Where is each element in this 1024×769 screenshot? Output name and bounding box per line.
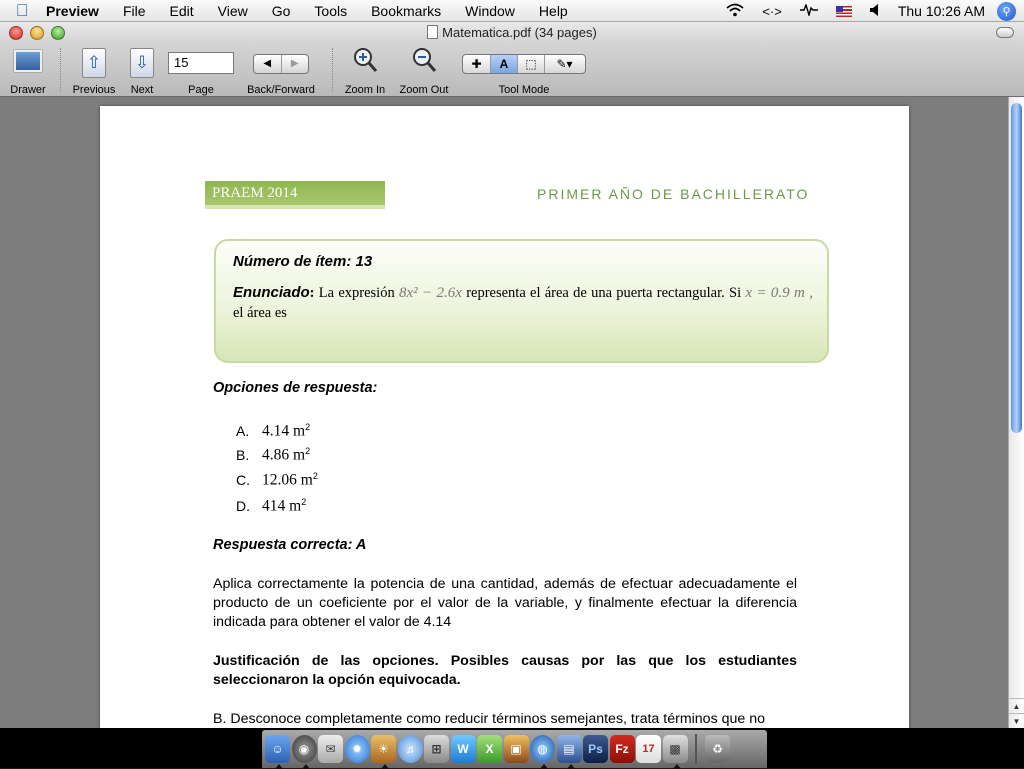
explanation-paragraph: Aplica correctamente la potencia de una cantidad, además de efectuar adecuadamente el producto de un coeficiente por el valor de la variable, y finalmente efectuar la diferencia indicada para obtener el valor de 4.14 — [213, 576, 797, 630]
justification-heading: Justificación de las opciones. Posibles causas por las que los estudiantes seleccionaron la opción equivocada. — [213, 653, 797, 688]
option-exponent: 2 — [305, 422, 311, 432]
script-menu-icon[interactable]: <·> — [762, 3, 782, 19]
tool-mode-control — [462, 44, 586, 96]
zoom-in-icon — [338, 46, 392, 80]
menu-app-preview[interactable]: Preview — [46, 2, 99, 19]
arrow-down-icon: ⇩ — [130, 48, 154, 78]
scroll-thumb[interactable] — [1011, 103, 1022, 433]
tool-mode-label: Tool Mode — [498, 84, 550, 96]
header-grade: PRIMER AÑO DE BACHILLERATO — [537, 186, 810, 202]
option-value: 414 m — [262, 497, 302, 515]
filezilla-icon[interactable]: Fz — [610, 735, 635, 763]
enunciado-text-2: representa el área de una puerta rectangular. Si — [466, 285, 742, 301]
back-button[interactable]: ◀ — [254, 55, 282, 73]
dashboard-icon[interactable]: ◉ — [292, 735, 317, 763]
menu-help[interactable]: Help — [538, 2, 568, 19]
input-menu-flag-icon[interactable] — [827, 6, 861, 17]
volume-icon[interactable] — [861, 4, 889, 19]
mail-icon[interactable]: ✉ — [318, 735, 343, 763]
option-a — [236, 422, 310, 441]
item-number: Número de ítem: 13 — [233, 253, 373, 270]
forward-button[interactable]: ▶ — [290, 58, 299, 69]
menu-bar — [0, 0, 1024, 22]
vertical-scrollbar[interactable] — [1008, 97, 1024, 728]
previous-label: Previous — [72, 84, 116, 96]
enunciado-text-3: el área es — [233, 305, 287, 321]
safari-icon[interactable]: ✹ — [345, 735, 370, 763]
zoom-in-label: Zoom In — [344, 84, 386, 96]
drawer-label: Drawer — [10, 84, 46, 96]
enunciado: Enunciado: La expresión 8x² − 2.6x representa el área de una puerta rectangular. Si x = 0.9 m , el área es — [233, 284, 814, 321]
iphoto-icon[interactable]: ☀ — [371, 735, 396, 763]
option-exponent: 2 — [312, 471, 318, 481]
option-key: C. — [236, 471, 250, 488]
documents-icon[interactable]: ▤ — [557, 735, 582, 763]
next-label: Next — [130, 84, 154, 96]
item-box — [214, 239, 829, 363]
enunciado-expression: 8x² − 2.6x — [398, 285, 462, 301]
wifi-icon[interactable] — [717, 3, 753, 20]
enunciado-x-value: x = 0.9 m , — [745, 285, 814, 301]
clock[interactable]: Thu 10:26 AM — [897, 3, 985, 19]
page-number-input[interactable]: 15 — [168, 52, 234, 74]
toolbar-toggle-button[interactable] — [996, 27, 1014, 38]
enunciado-text-1: La expresión — [318, 285, 395, 301]
sync-icon[interactable] — [791, 4, 827, 19]
move-tool-icon[interactable]: ✚ — [471, 57, 482, 71]
menu-view[interactable]: View — [217, 2, 248, 19]
dock-separator — [695, 734, 697, 764]
option-value: 12.06 m — [262, 471, 313, 489]
option-b — [236, 446, 310, 465]
menu-tools[interactable]: Tools — [314, 2, 348, 19]
option-d — [236, 497, 306, 516]
window-title — [0, 25, 1024, 40]
menu-window[interactable]: Window — [465, 2, 515, 19]
toolbar-separator — [60, 48, 61, 92]
preview-app-icon[interactable]: ▩ — [663, 735, 688, 763]
document-view[interactable] — [0, 97, 1008, 728]
pdf-document-icon — [427, 25, 438, 39]
option-value: 4.86 m — [262, 446, 306, 464]
select-tool-icon[interactable]: ⬚ — [517, 55, 544, 73]
network-globe-icon[interactable]: ◍ — [530, 735, 555, 763]
toolbar — [0, 44, 1024, 97]
toolbar-separator — [332, 48, 333, 92]
excel-icon[interactable]: X — [477, 735, 502, 763]
pdf-page — [100, 106, 909, 728]
trash-icon[interactable]: ♻ — [705, 735, 730, 763]
spotlight-icon[interactable]: ⚲ — [997, 2, 1016, 21]
arrow-up-icon: ⇧ — [82, 48, 106, 78]
correct-answer: Respuesta correcta: A — [213, 537, 367, 553]
scroll-arrows — [1009, 698, 1024, 728]
enunciado-label: Enunciado — [233, 284, 310, 301]
menu-bookmarks[interactable]: Bookmarks — [371, 2, 442, 19]
dock — [0, 728, 1024, 768]
option-b-justification: B. Desconoce completamente como reducir términos semejantes, trata términos que no — [213, 711, 765, 727]
scroll-down-icon[interactable]: ▼ — [1009, 713, 1024, 728]
title-bar[interactable] — [0, 22, 1024, 44]
next-page-button[interactable] — [122, 44, 162, 96]
option-key: A. — [236, 422, 250, 439]
drawer-icon — [14, 50, 42, 72]
window-title-text: Matematica.pdf (34 pages) — [442, 25, 597, 40]
option-c — [236, 471, 318, 490]
zoom-out-button[interactable] — [394, 44, 454, 96]
options-title: Opciones de respuesta: — [213, 380, 378, 396]
previous-page-button[interactable] — [68, 44, 120, 96]
calculator-icon[interactable]: ⊞ — [424, 735, 449, 763]
scroll-up-icon[interactable]: ▲ — [1009, 698, 1024, 713]
tool-mode-segments — [462, 54, 586, 74]
page-label: Page — [188, 84, 214, 96]
itunes-icon[interactable]: ♫ — [398, 735, 423, 763]
apple-menu-icon[interactable] — [0, 1, 44, 21]
drawer-button[interactable] — [4, 44, 52, 96]
text-tool-icon[interactable]: A — [490, 55, 517, 73]
option-exponent: 2 — [305, 446, 311, 456]
word-icon[interactable]: W — [451, 735, 476, 763]
dock-shelf — [262, 730, 767, 768]
menu-edit[interactable]: Edit — [169, 2, 194, 19]
option-key: B. — [236, 446, 250, 463]
annotate-tool-icon[interactable]: ✎▾ — [544, 55, 584, 73]
zoom-out-icon — [394, 46, 454, 80]
photoshop-icon[interactable]: Ps — [583, 735, 608, 763]
option-exponent: 2 — [301, 497, 307, 507]
option-value: 4.14 m — [262, 422, 306, 440]
option-key: D. — [236, 497, 250, 514]
monitor-app-icon[interactable]: ▣ — [504, 735, 529, 763]
menu-file[interactable]: File — [122, 2, 146, 19]
back-forward-label: Back/Forward — [247, 84, 315, 96]
ical-icon[interactable]: 17 — [636, 735, 661, 763]
header-praem: PRAEM 2014 — [205, 181, 385, 209]
zoom-out-label: Zoom Out — [399, 84, 449, 96]
finder-icon[interactable]: ☺ — [265, 735, 290, 763]
zoom-in-button[interactable] — [338, 44, 392, 96]
menu-go[interactable]: Go — [271, 2, 291, 19]
back-forward-control — [242, 44, 320, 96]
page-field — [166, 44, 236, 96]
